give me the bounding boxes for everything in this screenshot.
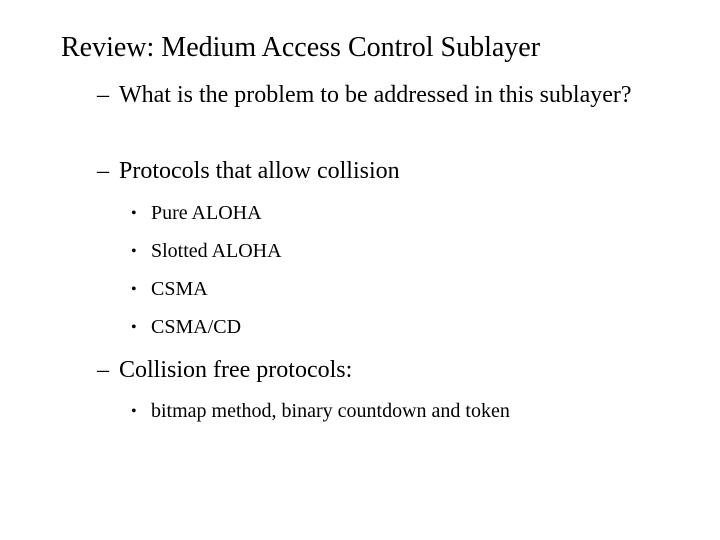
bullet-dot: • (131, 205, 137, 222)
sub-bullet-text: CSMA (151, 278, 208, 300)
sub-bullet-text: CSMA/CD (151, 316, 242, 338)
bullet-dot: • (131, 281, 137, 298)
bullet-dot: • (131, 319, 137, 336)
sub-bullet-text: Pure ALOHA (151, 202, 262, 224)
slide-title: Review: Medium Access Control Sublayer (61, 32, 541, 63)
bullet-problem (97, 80, 639, 111)
bullet-dot: • (131, 403, 137, 420)
bullet-text: Protocols that allow collision (119, 158, 400, 184)
sub-bullet-csma-cd (131, 314, 241, 341)
sub-bullet-collision-free-methods (131, 398, 510, 425)
sub-bullet-pure-aloha (131, 200, 262, 227)
dash-marker: – (97, 357, 109, 383)
bullet-collision-free (97, 355, 639, 386)
sub-bullet-csma (131, 276, 208, 303)
dash-marker: – (97, 82, 109, 108)
sub-bullet-text: bitmap method, binary countdown and token (151, 400, 510, 422)
sub-bullet-text: Slotted ALOHA (151, 240, 282, 262)
bullet-dot: • (131, 243, 137, 260)
sub-bullet-slotted-aloha (131, 238, 282, 265)
bullet-text: Collision free protocols: (119, 357, 353, 383)
bullet-text: What is the problem to be addressed in this sublayer? (119, 82, 632, 108)
bullet-collision-protocols (97, 156, 639, 187)
dash-marker: – (97, 158, 109, 184)
